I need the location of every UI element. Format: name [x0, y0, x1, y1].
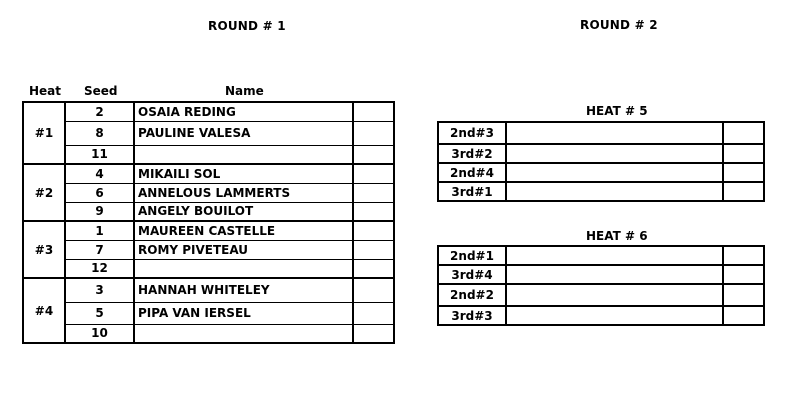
- position-cell: 2nd#4: [438, 163, 506, 182]
- position-cell: 2nd#2: [438, 284, 506, 306]
- result-cell: [723, 306, 764, 325]
- result-cell: [353, 102, 394, 121]
- name-cell: ANGELY BOUILOT: [134, 202, 353, 221]
- result-cell: [353, 259, 394, 278]
- table-row: [438, 163, 764, 182]
- heat-5-title: HEAT # 5: [586, 104, 648, 118]
- name-cell: [506, 182, 723, 201]
- position-cell: 3rd#2: [438, 144, 506, 163]
- table-row: [438, 122, 764, 144]
- result-cell: [353, 240, 394, 259]
- seed-cell: 12: [65, 259, 134, 278]
- position-cell: 3rd#3: [438, 306, 506, 325]
- position-cell: 2nd#1: [438, 246, 506, 265]
- seed-cell: 1: [65, 221, 134, 240]
- table-row: [23, 302, 394, 324]
- table-row: [438, 144, 764, 163]
- heat-label: #4: [23, 278, 65, 343]
- seed-cell: 6: [65, 183, 134, 202]
- result-cell: [723, 122, 764, 144]
- seed-column-header: Seed: [84, 84, 118, 98]
- result-cell: [723, 284, 764, 306]
- round-2-title: ROUND # 2: [580, 18, 658, 32]
- name-cell: [506, 306, 723, 325]
- result-cell: [353, 183, 394, 202]
- table-row: [23, 278, 394, 302]
- table-row: [23, 259, 394, 278]
- name-cell: PIPA VAN IERSEL: [134, 302, 353, 324]
- name-cell: ANNELOUS LAMMERTS: [134, 183, 353, 202]
- name-cell: OSAIA REDING: [134, 102, 353, 121]
- table-row: [438, 306, 764, 325]
- result-cell: [723, 246, 764, 265]
- name-cell: PAULINE VALESA: [134, 121, 353, 145]
- heat-5-table: [437, 121, 765, 202]
- table-row: [23, 221, 394, 240]
- table-row: [23, 183, 394, 202]
- name-cell: [506, 246, 723, 265]
- name-cell: [134, 324, 353, 343]
- name-cell: [506, 122, 723, 144]
- heat-6-table: [437, 245, 765, 326]
- name-cell: MAUREEN CASTELLE: [134, 221, 353, 240]
- round-1-title: ROUND # 1: [208, 19, 286, 33]
- result-cell: [723, 182, 764, 201]
- table-row: [23, 121, 394, 145]
- result-cell: [353, 202, 394, 221]
- name-cell: [506, 284, 723, 306]
- name-cell: [506, 163, 723, 182]
- name-cell: [506, 144, 723, 163]
- name-cell: MIKAILI SOL: [134, 164, 353, 183]
- heat-label: #1: [23, 102, 65, 164]
- seed-cell: 9: [65, 202, 134, 221]
- seed-cell: 7: [65, 240, 134, 259]
- table-row: [23, 202, 394, 221]
- result-cell: [353, 145, 394, 164]
- heat-label: #2: [23, 164, 65, 221]
- name-cell: ROMY PIVETEAU: [134, 240, 353, 259]
- table-row: [438, 246, 764, 265]
- result-cell: [353, 302, 394, 324]
- round-1-table: [22, 101, 395, 344]
- position-cell: 3rd#1: [438, 182, 506, 201]
- table-row: [23, 164, 394, 183]
- name-cell: [134, 145, 353, 164]
- seed-cell: 10: [65, 324, 134, 343]
- table-row: [23, 145, 394, 164]
- result-cell: [353, 221, 394, 240]
- result-cell: [723, 144, 764, 163]
- table-row: [23, 324, 394, 343]
- name-cell: [506, 265, 723, 284]
- seed-cell: 8: [65, 121, 134, 145]
- position-cell: 3rd#4: [438, 265, 506, 284]
- heat-6-title: HEAT # 6: [586, 229, 648, 243]
- table-row: [438, 182, 764, 201]
- seed-cell: 2: [65, 102, 134, 121]
- result-cell: [353, 164, 394, 183]
- seed-cell: 3: [65, 278, 134, 302]
- table-row: [23, 240, 394, 259]
- table-row: [438, 265, 764, 284]
- seed-cell: 11: [65, 145, 134, 164]
- result-cell: [353, 121, 394, 145]
- result-cell: [723, 265, 764, 284]
- seed-cell: 5: [65, 302, 134, 324]
- table-row: [438, 284, 764, 306]
- name-cell: [134, 259, 353, 278]
- position-cell: 2nd#3: [438, 122, 506, 144]
- heat-label: #3: [23, 221, 65, 278]
- name-column-header: Name: [225, 84, 264, 98]
- result-cell: [353, 324, 394, 343]
- heat-column-header: Heat: [29, 84, 62, 98]
- seed-cell: 4: [65, 164, 134, 183]
- name-cell: HANNAH WHITELEY: [134, 278, 353, 302]
- table-row: [23, 102, 394, 121]
- result-cell: [353, 278, 394, 302]
- result-cell: [723, 163, 764, 182]
